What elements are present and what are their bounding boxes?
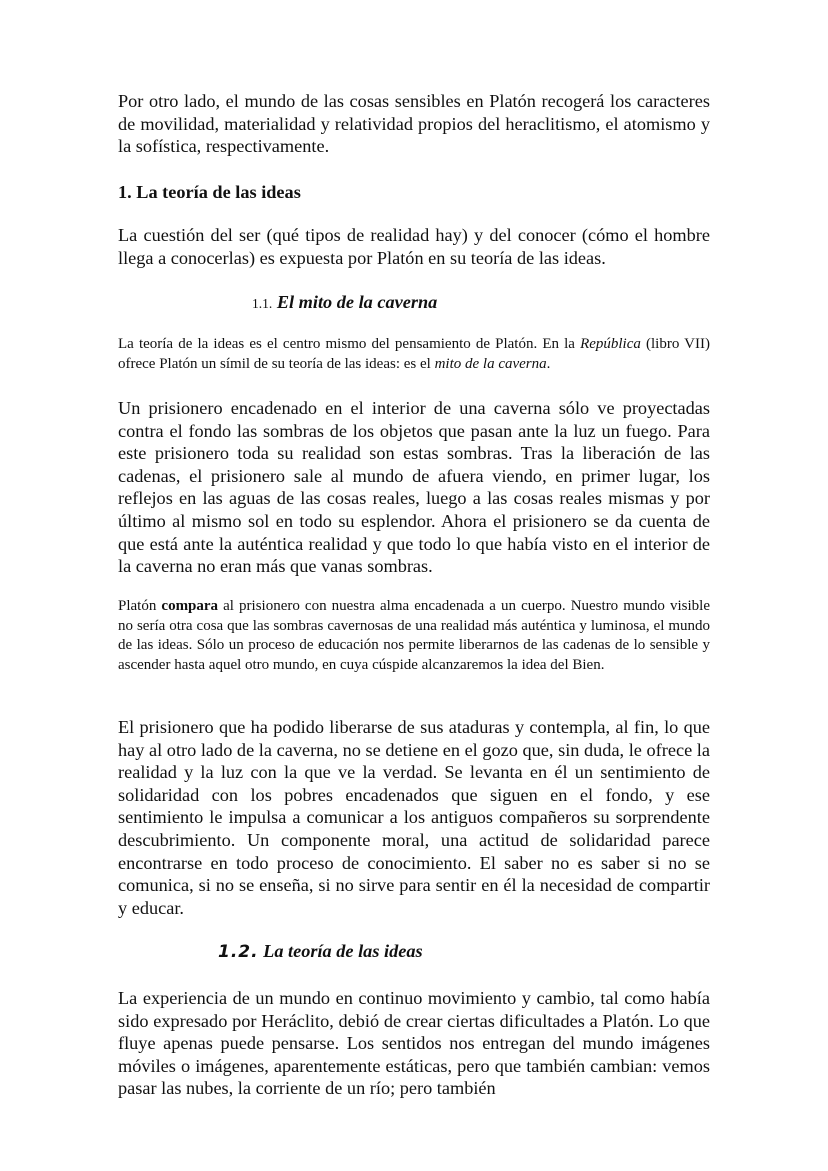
mito-title: mito de la caverna <box>434 355 547 372</box>
cave-intro-paragraph <box>118 335 710 374</box>
cave-story-paragraph: Un prisionero encadenado en el interior de una caverna sólo ve proyectadas contra el fondo las sombras de los objetos que pasan ante la luz un fuego. Para este prisionero toda su realidad son estas sombras. Tras la liberación de las cadenas, el prisionero sale al mundo de afuera viendo, en primer lugar, los reflejos en las aguas de las cosas reales, luego a las cosas reales mismas y por último al mismo sol en todo su esplendor. Ahora el prisionero se da cuenta de que está ante la auténtica realidad y que todo lo que había visto en el interior de la caverna no eran más que vanas sombras. <box>118 398 710 577</box>
moral-paragraph: El prisionero que ha podido liberarse de sus ataduras y contempla, al fin, lo que hay al otro lado de la caverna, no se detiene en el gozo que, sin duda, le ofrece la realidad y la luz con la que ve la verdad. Se levanta en él un sentimiento de solidaridad con los pobres encadenados que siguen en el fondo, y ese sentimiento le impulsa a comunicar a los antiguos compañeros su sorprendente descubrimiento. Un componente moral, una actitud de solidaridad parece encontrarse en todo proceso de conocimiento. El saber no es saber si no se comunica, si no se enseña, si no sirve para sentir en él la necesidad de compartir y educar. <box>118 717 710 918</box>
text-run: Platón <box>118 598 162 614</box>
subsection-title: El mito de la caverna <box>276 292 438 312</box>
text-run: al prisionero con nuestra alma encadenada a un cuerpo. Nuestro mundo visible no sería otra cosa que las sombras cavernosas de una realidad más auténtica y luminosa, el mundo de las ideas. Sólo un proceso de educación nos permite liberarnos de las cadenas de lo sensible y ascender hasta aquel otro mundo, en cuya cúspide alcanzaremos la idea del Bien. <box>118 598 710 673</box>
text-run: La teoría de la ideas es el centro mismo del pensamiento de Platón. En la <box>118 336 581 352</box>
section-1-heading: 1. La teoría de las ideas <box>118 182 301 202</box>
subsection-1-1-heading <box>252 291 672 315</box>
subsection-1-2-heading <box>218 940 698 963</box>
republica-title: República <box>580 336 641 352</box>
text-run: (libro VII) ofrece Platón un símil de su teoría de las ideas: es el <box>118 336 710 372</box>
text-run: . <box>546 355 551 372</box>
subsection-number: 1.2. <box>218 942 259 962</box>
subsection-number: 1.1. <box>252 296 273 311</box>
section-1-paragraph: La cuestión del ser (qué tipos de realidad hay) y del conocer (cómo el hombre llega a conocerlas) es expuesta por Platón en su teoría de las ideas. <box>118 225 710 268</box>
compara-paragraph <box>118 597 710 675</box>
ideas-paragraph: La experiencia de un mundo en continuo movimiento y cambio, tal como había sido expresado por Heráclito, debió de crear ciertas dificultades a Platón. Lo que fluye apenas puede pensarse. Los sentidos nos entregan del mundo imágenes móviles o imágenes, aparentemente estáticas, pero que también cambian: vemos pasar las nubes, la corriente de un río; pero también <box>118 988 710 1099</box>
compara-bold: compara <box>161 598 219 614</box>
subsection-title: La teoría de las ideas <box>263 941 423 961</box>
intro-paragraph: Por otro lado, el mundo de las cosas sensibles en Platón recogerá los caracteres de movilidad, materialidad y relatividad propios del heraclitismo, el atomismo y la sofística, respectivamente. <box>118 91 710 157</box>
